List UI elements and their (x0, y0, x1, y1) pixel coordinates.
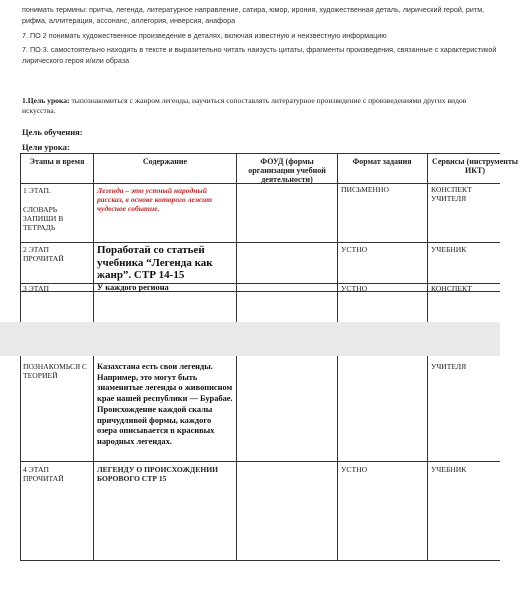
objectives-line-3: 7. ПО 2 понимать художественное произведение в деталях, включая известную и неизвестную информацию (22, 31, 387, 40)
objectives-line-2: рифма, аллитерация, ассонанс, аллегория, инверсия, анафора (22, 16, 236, 25)
objectives-line-5: лирического героя и/или образа (22, 56, 130, 65)
row2-format: УСТНО (341, 245, 368, 254)
header-foud: ФОУД (формы организации учебной деятельности) (248, 157, 326, 184)
row1-content: Легенда – это устный народный рассказ, в основе которого лежит чудесное событие. (97, 186, 213, 213)
objectives-line-4: 7. ПО 3. самостоятельно находить в тексте и выразительно читать наизусть цитаты, фрагменты произведения, связанные с характеристикой (22, 45, 497, 54)
row4-stage: 4 ЭТАП ПРОЧИТАЙ (23, 465, 64, 483)
header-services: Сервисы (инструменты ИКТ) (431, 157, 519, 175)
row2-stage: 2 ЭТАП ПРОЧИТАЙ (23, 245, 64, 263)
row4-format: УСТНО (341, 465, 368, 474)
lesson-goal (22, 96, 466, 105)
row2-content: Поработай со статьей учебника “Легенда как жанр”. СТР 14-15 (97, 244, 213, 281)
lesson-goal-text-1: тыпознакомиться с жанром легенды, научиться сопоставлять литературное произведение с произведениями других видов (69, 96, 467, 105)
row1-services: КОНСПЕКТ УЧИТЕЛЯ (431, 185, 472, 203)
header-format: Формат задания (352, 157, 412, 166)
objectives-line-1: понимать термины: притча, легенда, литературное направление, сатира, юмор, ирония, художественная деталь, лирический герой, ритм, (22, 5, 485, 14)
row2-services: УЧЕБНИК (431, 245, 467, 254)
header-stages: Этапы и время (29, 157, 85, 166)
learning-goal-label: Цель обучения: (22, 127, 83, 137)
row3-format: УСТНО (341, 284, 368, 293)
document-page-bottom (0, 356, 500, 605)
header-content: Содержание (142, 157, 188, 166)
row3-cont-stage: ПОЗНАКОМЬСЯ С ТЕОРИЕЙ (23, 362, 88, 380)
lesson-goal-text-2: искусства. (22, 106, 56, 115)
lesson-goal-label: 1.Цель урока: (22, 96, 70, 105)
row3-cont-content: Казахстана есть свои легенды. Например, это могут быть знаменитые легенды о живописном крае нашей республики — Бурабае. Происхождение каждой скалы причудливой формы, каждого озера описывается в красивых народных легендах. (97, 362, 233, 446)
row1-stage-task: СЛОВАРЬ ЗАПИШИ В ТЕТРАДЬ (23, 205, 64, 232)
row1-stage-number: 1 ЭТАП. (23, 186, 51, 195)
row4-services: УЧЕБНИК (431, 465, 467, 474)
lesson-goals-label: Цели урока: (22, 142, 70, 152)
page-break-gap (0, 322, 500, 356)
row3-stage: 3 ЭТАП (23, 284, 49, 293)
row4-content: ЛЕГЕНДУ О ПРОИСХОЖДЕНИИ БОРОВОГО СТР 15 (97, 465, 219, 483)
row1-format: ПИСЬМЕННО (341, 185, 389, 194)
row3-services: КОНСПЕКТ (431, 284, 472, 293)
row3-cont-services: УЧИТЕЛЯ (431, 362, 467, 371)
row3-content: У каждого региона (97, 283, 169, 292)
